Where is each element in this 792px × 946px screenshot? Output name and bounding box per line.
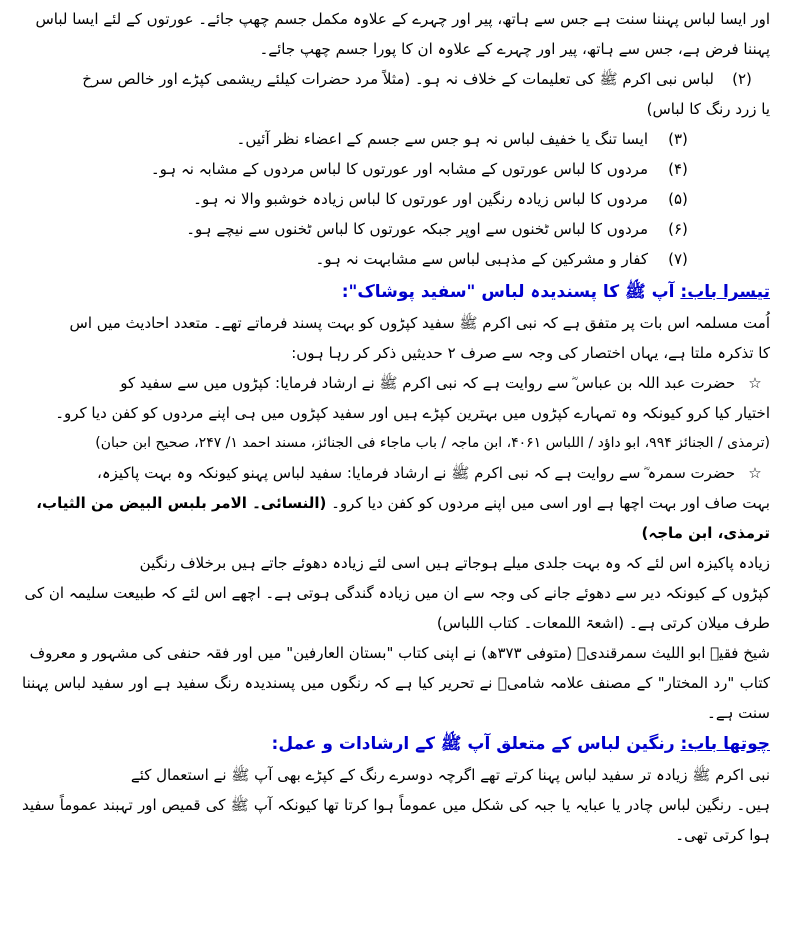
intro-line-2: پہننا فرض ہے، جس سے ہاتھ، پیر اور چہرے کے علاوہ ان کا پورا جسم چھپ جائے۔: [259, 40, 770, 58]
chapter-3-para-2-line-2: کپڑوں کے کیونکہ دیر سے دھوئے جانے کی وجہ سے ان میں زیادہ گندگی ہوتی ہے۔ اچھے اس لئے کہ طبیعت سلیمہ ان کی: [24, 584, 770, 602]
condition-4: [22, 154, 770, 184]
condition-text: کفار و مشرکین کے مذہبی لباس سے مشابہت نہ ہو۔: [315, 250, 648, 268]
condition-3: [22, 124, 770, 154]
intro-line-1: اور ایسا لباس پہننا سنت ہے جس سے ہاتھ، پیر اور چہرے کے علاوہ مکمل جسم چھپ جائے۔ عورتوں کے لئے ایسا لباس: [35, 10, 770, 28]
chapter-3-para-3-line-1: شیخ فقیہ ابو اللیث سمرقندیؒ (متوفی ۳۷۳ھ) نے اپنی کتاب "بستان العارفین" میں اور فقہ حنفی کی مشہور و معروف: [29, 644, 770, 662]
condition-number: (۵): [668, 190, 688, 208]
chapter-3-para-1-line-2: کا تذکرہ ملتا ہے، یہاں اختصار کی وجہ سے صرف ۲ حدیثیں ذکر کر رہا ہوں:: [291, 344, 770, 362]
hadith-2-text: بہت صاف اور بہت اچھا ہے اور اسی میں اپنے مردوں کو کفن دیا کرو۔: [331, 494, 770, 512]
condition-number: (۷): [668, 250, 688, 268]
chapter-4-label: چوتھا باب:: [680, 734, 770, 754]
condition-number: (۴): [668, 160, 688, 178]
condition-6: [22, 214, 770, 244]
star-icon: ☆: [748, 374, 762, 392]
condition-text: مردوں کا لباس ٹخنوں سے اوپر جبکہ عورتوں کا لباس ٹخنوں سے نیچے ہو۔: [186, 220, 648, 238]
condition-text: ایسا تنگ یا خفیف لباس نہ ہو جس سے جسم کے اعضاء نظر آئیں۔: [236, 130, 648, 148]
star-icon: ☆: [748, 464, 762, 482]
condition-text: لباس نبی اکرم ﷺ کی تعلیمات کے خلاف نہ ہو۔ (مثلاً مرد حضرات کیلئے ریشمی کپڑے اور خالص سرخ: [82, 70, 714, 88]
hadith-1-text: حضرت عبد اللہ بن عباس ؓ سے روایت ہے کہ نبی اکرم ﷺ نے ارشاد فرمایا: کپڑوں میں سے سفید کو: [120, 374, 736, 392]
hadith-2-line-1: [22, 458, 770, 488]
condition-text: مردوں کا لباس زیادہ رنگین اور عورتوں کا لباس زیادہ خوشبو والا نہ ہو۔: [193, 190, 648, 208]
chapter-3-para-2-line-3: طرف میلان کرتی ہے۔ (اشعۃ اللمعات۔ کتاب اللباس): [436, 614, 770, 632]
condition-number: (۳): [668, 130, 688, 148]
condition-number: (۲): [732, 70, 752, 88]
chapter-3-heading: [22, 276, 770, 308]
condition-7: [22, 244, 770, 274]
condition-text: مردوں کا لباس عورتوں کے مشابہ اور عورتوں کا لباس مردوں کے مشابہ نہ ہو۔: [150, 160, 648, 178]
hadith-1-reference: (ترمذی / الجنائز ۹۹۴، ابو داؤد / اللباس ۴۰۶۱، ابن ماجہ / باب ماجاء فی الجنائز، مسند احمد ۱/ ۲۴۷، صحیح ابن حبان): [95, 435, 770, 451]
chapter-4-title: رنگین لباس کے متعلق آپ ﷺ کے ارشادات و عمل:: [271, 734, 675, 754]
chapter-3-label: تیسرا باب:: [680, 282, 770, 302]
hadith-2-text: حضرت سمرہ ؓ سے روایت ہے کہ نبی اکرم ﷺ نے ارشاد فرمایا: سفید لباس پہنو کیونکہ وہ بہت پاکیزہ،: [96, 464, 736, 482]
hadith-1-line-1: [22, 368, 770, 398]
chapter-4-heading: [22, 728, 770, 760]
chapter-3-para-1-line-1: اُمت مسلمہ اس بات پر متفق ہے کہ نبی اکرم ﷺ سفید کپڑوں کو بہت پسند فرماتے تھے۔ متعدد احادیث میں اس: [69, 314, 770, 332]
condition-number: (۶): [668, 220, 688, 238]
chapter-4-para-1-line-2: ہیں۔ رنگین لباس چادر یا عبایہ یا جبہ کی شکل میں عموماً ہوا کرتا تھا کیونکہ آپ ﷺ کی قمیص اور تہبند عموماً سفید ہوا کرتی تھی۔: [22, 796, 770, 844]
hadith-1-line-2: اختیار کیا کرو کیونکہ وہ تمہارے کپڑوں میں بہترین کپڑے ہیں اور سفید کپڑوں میں ہی اپنے مردوں کو کفن دیا کرو۔: [55, 404, 770, 422]
hadith-2-reference-b: ترمذی، ابن ماجہ): [641, 524, 770, 542]
hadith-2-line-2: [22, 488, 770, 518]
chapter-4-para-1-line-1: نبی اکرم ﷺ زیادہ تر سفید لباس پہنا کرتے تھے اگرچہ دوسرے رنگ کے کپڑے بھی آپ ﷺ نے استعمال کئے: [130, 766, 770, 784]
condition-2-continuation: یا زرد رنگ کا لباس): [646, 100, 770, 118]
hadith-2-reference-a: (النسائی۔ الامر بلبس البیض من الثیاب،: [36, 494, 327, 512]
chapter-3-title: آپ ﷺ کا پسندیدہ لباس "سفید پوشاک":: [341, 282, 675, 302]
chapter-3-para-3-line-2: کتاب "رد المختار" کے مصنف علامہ شامیؒ نے تحریر کیا ہے کہ رنگوں میں پسندیدہ رنگ سفید ہے اور سفید لباس پہننا سنت ہے۔: [22, 674, 770, 722]
condition-5: [22, 184, 770, 214]
condition-2: [22, 64, 770, 94]
chapter-3-para-2-line-1: زیادہ پاکیزہ اس لئے کہ وہ بہت جلدی میلے ہوجاتے ہیں اسی لئے زیادہ دھوئے جاتے ہیں برخلاف رنگین: [139, 554, 770, 572]
